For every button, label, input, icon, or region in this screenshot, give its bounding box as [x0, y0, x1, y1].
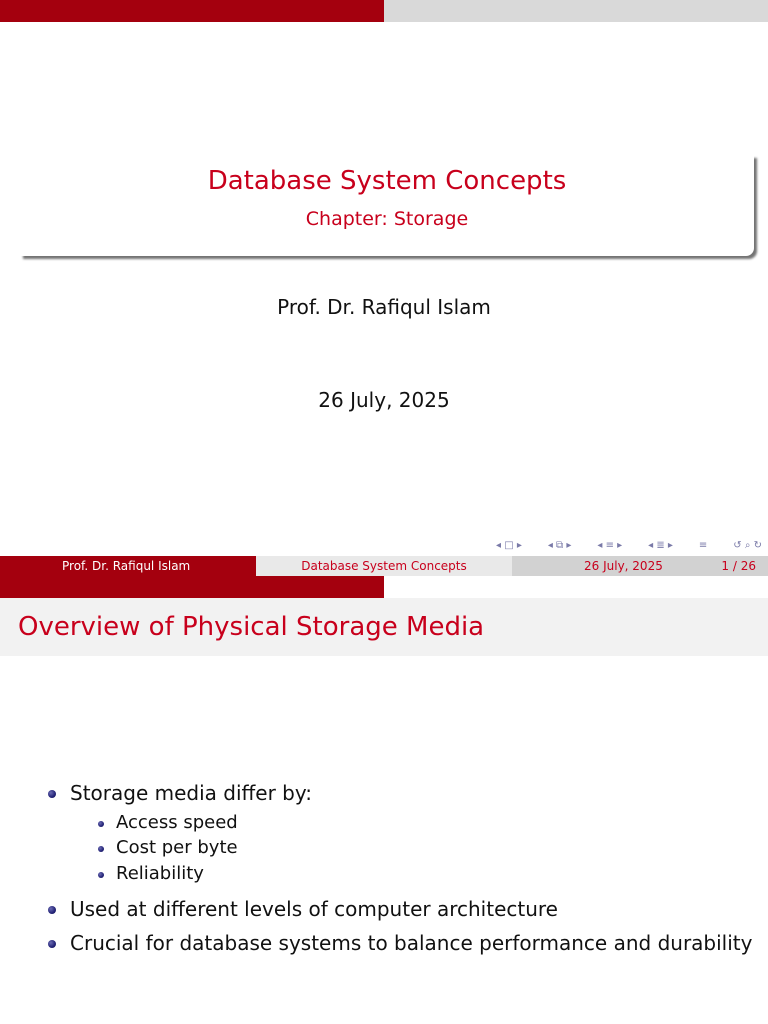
content-slide	[0, 576, 768, 1024]
footline	[0, 556, 768, 576]
frame-title: Overview of Physical Storage Media	[0, 598, 768, 656]
nav-frame-icon[interactable]: ◂ □ ▸	[496, 539, 522, 551]
sub-list-item-text: Access speed	[116, 812, 238, 833]
list-item-text: Storage media differ by:	[70, 781, 312, 805]
nav-search-icon[interactable]: ↺ ⌕ ↻	[733, 539, 762, 551]
footer-page-number: 1 / 26	[721, 559, 756, 573]
list-item-text: Used at different levels of computer architecture	[70, 897, 558, 921]
author-name: Prof. Dr. Rafiqul Islam	[277, 295, 491, 319]
nav-outline-icon[interactable]: ◂ ≣ ▸	[648, 539, 673, 551]
bullet-icon	[48, 790, 56, 798]
nav-doc-icon[interactable]: ≡	[698, 539, 708, 551]
sub-list-item-text: Reliability	[116, 863, 204, 884]
beamer-navigation[interactable]	[496, 537, 762, 553]
section-progress-fill	[0, 576, 384, 598]
footer-author: Prof. Dr. Rafiqul Islam	[0, 556, 256, 576]
nav-section-icon[interactable]: ◂ ≡ ▸	[597, 539, 623, 551]
section-progress-bar	[0, 576, 768, 598]
presentation-subtitle: Chapter: Storage	[305, 208, 469, 230]
section-progress-fill	[0, 0, 384, 22]
presentation-title: Database System Concepts	[207, 166, 567, 196]
sub-bullet-icon	[98, 821, 104, 827]
section-progress-bar	[0, 0, 768, 22]
footer-date: 26 July, 2025	[584, 559, 663, 573]
bullet-icon	[48, 940, 56, 948]
presentation-date: 26 July, 2025	[318, 388, 450, 412]
sub-bullet-icon	[98, 872, 104, 878]
footer-title: Database System Concepts	[256, 556, 512, 576]
list-item-text: Crucial for database systems to balance performance and durability	[70, 931, 753, 955]
footer-date-page	[512, 556, 768, 576]
sub-list-item-text: Cost per byte	[116, 837, 238, 858]
bullet-icon	[48, 906, 56, 914]
sub-bullet-icon	[98, 846, 104, 852]
nav-subsection-icon[interactable]: ◂ ⧉ ▸	[547, 539, 572, 551]
title-box	[20, 155, 754, 256]
